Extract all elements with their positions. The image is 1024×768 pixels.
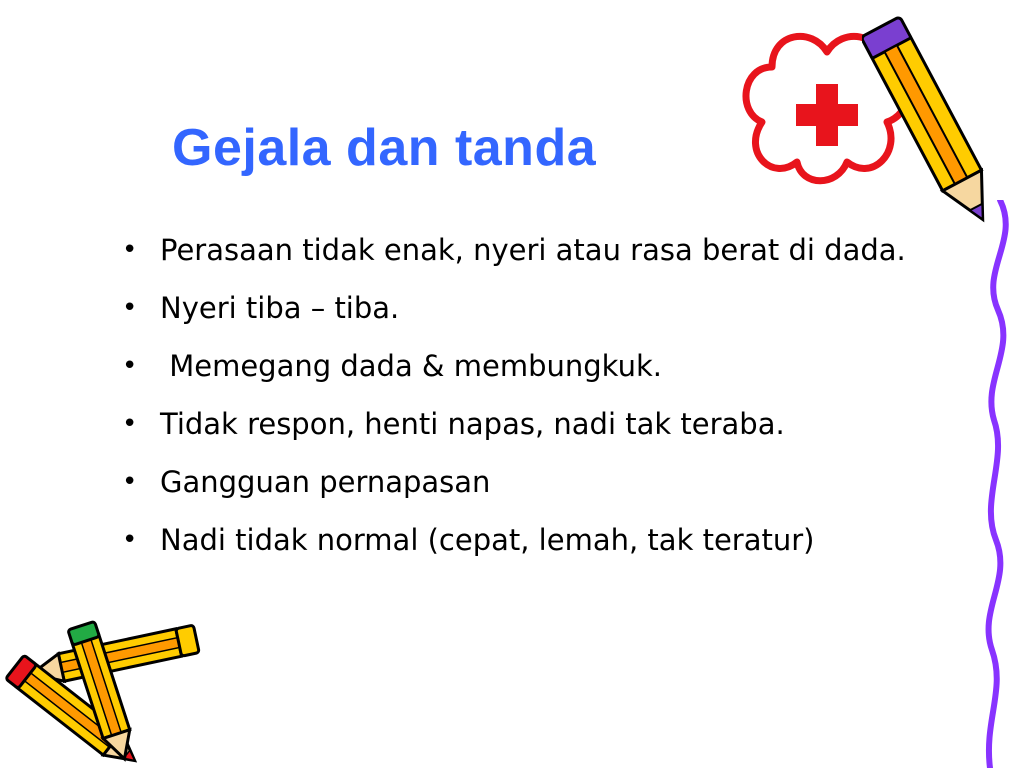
list-item [120,460,1000,504]
bullet-marker: • [122,525,138,555]
list-item-text: Gangguan pernapasan [160,465,491,499]
list-item-text: Memegang dada & membungkuk. [160,349,662,383]
list-item [120,286,1000,330]
list-item-text: Nadi tidak normal (cepat, lemah, tak teratur) [160,523,815,557]
bullet-marker: • [122,409,138,439]
bullet-marker: • [122,467,138,497]
slide-title: Gejala dan tanda [172,119,597,177]
list-item-text: Perasaan tidak enak, nyeri atau rasa berat di dada. [160,233,906,267]
bullet-marker: • [122,293,138,323]
list-item-text: Nyeri tiba – tiba. [160,291,400,325]
crossed-pencils-icon [0,615,210,765]
list-item [120,402,1000,446]
bullet-marker: • [122,351,138,381]
list-item [120,518,1000,562]
list-item [120,228,1000,272]
bullet-marker: • [122,235,138,265]
bullet-list [120,228,1000,576]
list-item-text: Tidak respon, henti napas, nadi tak teraba. [160,407,785,441]
list-item [120,344,1000,388]
